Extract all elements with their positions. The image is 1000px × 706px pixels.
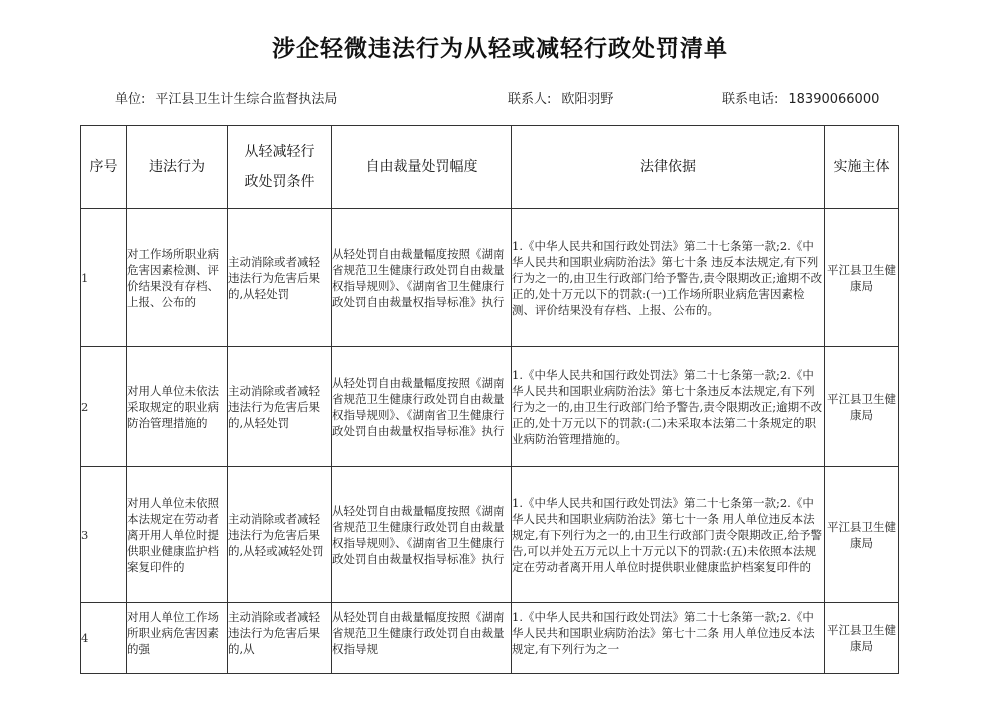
row-violation: 对用人单位未依照本法规定在劳动者离开用人单位时提供职业健康监护档案复印件的 xyxy=(127,467,228,603)
row-condition: 主动消除或者减轻违法行为危害后果的,从轻处罚 xyxy=(228,347,332,467)
row-discretion: 从轻处罚自由裁量幅度按照《湖南省规范卫生健康行政处罚自由裁量权指导规 xyxy=(332,603,512,674)
row-legal-basis: 1.《中华人民共和国行政处罚法》第二十七条第一款;2.《中华人民共和国职业病防治法》第七十条 违反本法规定,有下列行为之一的,由卫生行政部门给予警告,责令限期改正;逾期不改正的,处十万元以下的罚款:(一)工作场所职业病危害因素检测、评价结果没有存档、上报、公布的。 xyxy=(512,209,825,347)
row-violation: 对用人单位工作场所职业病危害因素的强 xyxy=(127,603,228,674)
contact-value: 欧阳羽野 xyxy=(561,92,614,107)
header-condition: 从轻减轻行政处罚条件 xyxy=(228,126,332,209)
contact-label: 联系人: xyxy=(508,92,552,107)
row-condition: 主动消除或者减轻违法行为危害后果的,从 xyxy=(228,603,332,674)
header-violation: 违法行为 xyxy=(127,126,228,209)
unit-value: 平江县卫生计生综合监督执法局 xyxy=(155,92,338,107)
phone-label: 联系电话: xyxy=(722,92,779,107)
row-legal-basis: 1.《中华人民共和国行政处罚法》第二十七条第一款;2.《中华人民共和国职业病防治法》第七十条违反本法规定,有下列行为之一的,由卫生行政部门给予警告,责令限期改正;逾期不改正的,处十万元以下的罚款:(二)未采取本法第二十条规定的职业病防治管理措施的。 xyxy=(512,347,825,467)
row-violation: 对用人单位未依法采取规定的职业病防治管理措施的 xyxy=(127,347,228,467)
document-title: 涉企轻微违法行为从轻或减轻行政处罚清单 xyxy=(272,36,728,62)
row-legal-basis: 1.《中华人民共和国行政处罚法》第二十七条第一款;2.《中华人民共和国职业病防治法》第七十一条 用人单位违反本法规定,有下列行为之一的,由卫生行政部门责令限期改正,给予警告,可以并处五万元以上十万元以下的罚款:(五)未依照本法规定在劳动者离开用人单位时提供职业健康监护档案复印件的 xyxy=(512,467,825,603)
table-row xyxy=(81,209,899,347)
table-row xyxy=(81,467,899,603)
row-subject: 平江县卫生健康局 xyxy=(825,603,899,674)
header-subject: 实施主体 xyxy=(825,126,899,209)
row-index: 3 xyxy=(81,467,127,603)
unit-info xyxy=(115,88,337,107)
header-discretion: 自由裁量处罚幅度 xyxy=(332,126,512,209)
phone-info xyxy=(722,88,879,107)
row-index: 4 xyxy=(81,603,127,674)
contact-info xyxy=(508,88,613,107)
row-subject: 平江县卫生健康局 xyxy=(825,347,899,467)
table-header-row xyxy=(81,126,899,209)
row-legal-basis: 1.《中华人民共和国行政处罚法》第二十七条第一款;2.《中华人民共和国职业病防治法》第七十二条 用人单位违反本法规定,有下列行为之一 xyxy=(512,603,825,674)
table-row xyxy=(81,603,899,674)
table-row xyxy=(81,347,899,467)
row-discretion: 从轻处罚自由裁量幅度按照《湖南省规范卫生健康行政处罚自由裁量权指导规则》、《湖南省卫生健康行政处罚自由裁量权指导标准》执行 xyxy=(332,347,512,467)
row-index: 2 xyxy=(81,347,127,467)
unit-label: 单位: xyxy=(115,92,146,107)
row-index: 1 xyxy=(81,209,127,347)
row-violation: 对工作场所职业病危害因素检测、评价结果没有存档、上报、公布的 xyxy=(127,209,228,347)
penalty-list-table xyxy=(80,125,899,674)
row-discretion: 从轻处罚自由裁量幅度按照《湖南省规范卫生健康行政处罚自由裁量权指导规则》、《湖南省卫生健康行政处罚自由裁量权指导标准》执行 xyxy=(332,467,512,603)
phone-value: 18390066000 xyxy=(788,92,880,107)
header-basis: 法律依据 xyxy=(512,126,825,209)
header-index: 序号 xyxy=(81,126,127,209)
row-subject: 平江县卫生健康局 xyxy=(825,209,899,347)
row-condition: 主动消除或者减轻违法行为危害后果的,从轻或减轻处罚 xyxy=(228,467,332,603)
row-subject: 平江县卫生健康局 xyxy=(825,467,899,603)
row-discretion: 从轻处罚自由裁量幅度按照《湖南省规范卫生健康行政处罚自由裁量权指导规则》、《湖南省卫生健康行政处罚自由裁量权指导标准》执行 xyxy=(332,209,512,347)
row-condition: 主动消除或者减轻违法行为危害后果的,从轻处罚 xyxy=(228,209,332,347)
